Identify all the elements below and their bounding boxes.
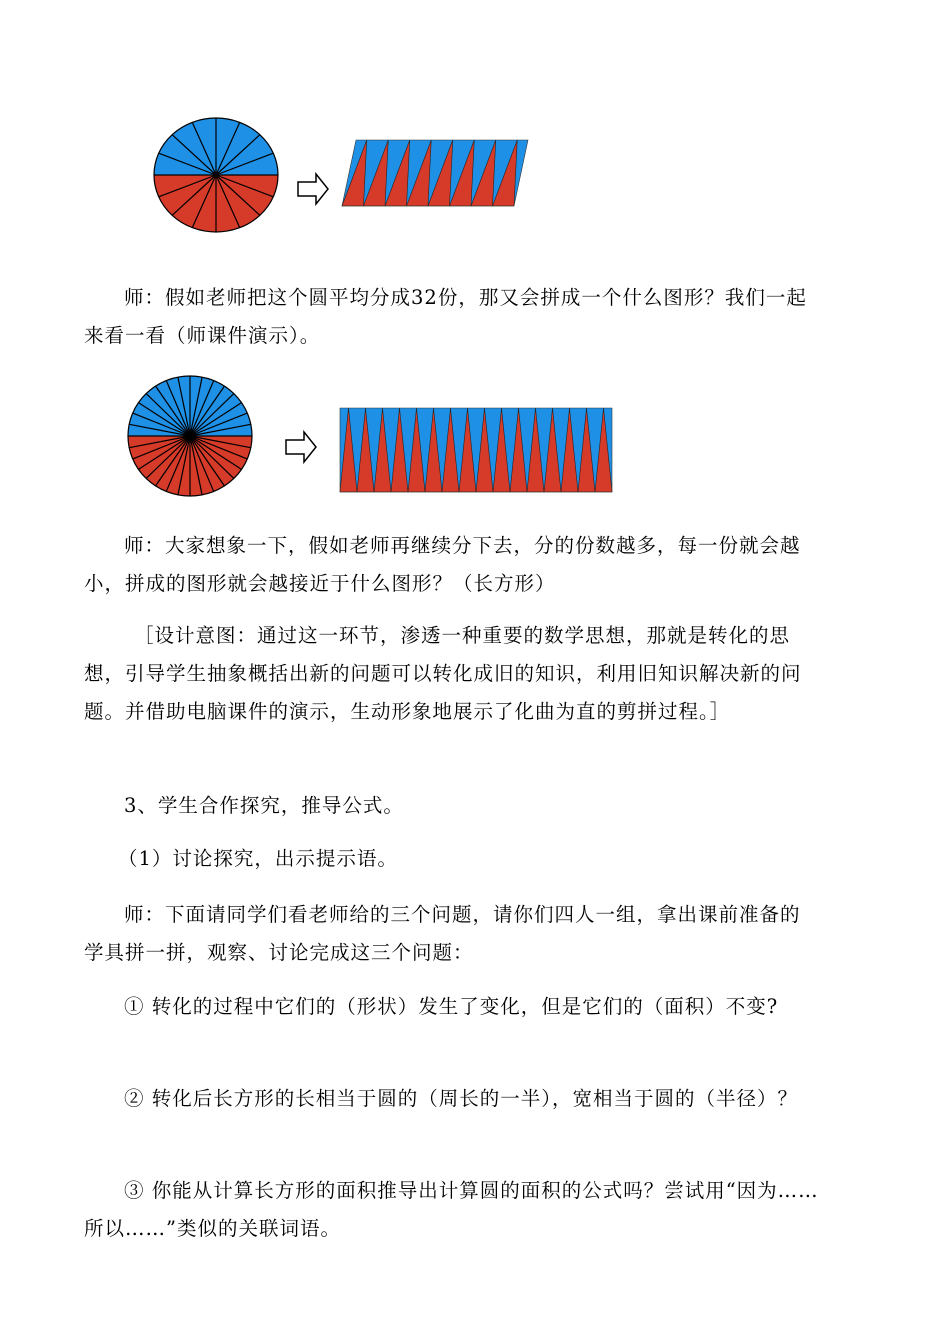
rearranged-rectangle bbox=[340, 408, 612, 492]
center-dot bbox=[187, 433, 193, 439]
circle-16-sectors bbox=[154, 118, 278, 232]
center-dot bbox=[213, 172, 219, 178]
paragraph-step-3-1: （1）讨论探究，出示提示语。 bbox=[118, 847, 398, 870]
question-3: ③ 你能从计算长方形的面积推导出计算圆的面积的公式吗？尝试用“因为……所以……”类似的关联词语。 bbox=[84, 1179, 819, 1240]
rearranged-parallelogram bbox=[342, 140, 528, 206]
right-arrow-icon bbox=[286, 432, 316, 462]
paragraph-step-3: 3、学生合作探究，推导公式。 bbox=[124, 794, 404, 817]
circle-32-sectors bbox=[128, 376, 252, 496]
figure-circle-32-parts bbox=[120, 370, 620, 500]
right-arrow-icon bbox=[298, 174, 328, 204]
paragraph-32-parts: 师：假如老师把这个圆平均分成32份，那又会拼成一个什么图形？我们一起来看一看（师课件演示）。 bbox=[84, 286, 807, 347]
question-2: ② 转化后长方形的长相当于圆的（周长的一半），宽相当于圆的（半径）？ bbox=[124, 1087, 798, 1110]
paragraph-three-questions: 师：下面请同学们看老师给的三个问题，请你们四人一组，拿出课前准备的学具拼一拼，观察、讨论完成这三个问题： bbox=[84, 903, 801, 964]
question-1: ① 转化的过程中它们的（形状）发生了变化，但是它们的（面积）不变? bbox=[124, 995, 779, 1018]
paragraph-imagine: 师：大家想象一下，假如老师再继续分下去，分的份数越多，每一份就会越小，拼成的图形就会越接近于什么图形？（长方形） bbox=[84, 534, 801, 595]
figure-circle-16-parts bbox=[140, 110, 540, 240]
paragraph-design-intent: ［设计意图：通过这一环节，渗透一种重要的数学思想，那就是转化的思想，引导学生抽象概括出新的问题可以转化成旧的知识，利用旧知识解决新的问题。并借助电脑课件的演示，生动形象地展示了化曲为直的剪拼过程。］ bbox=[84, 624, 802, 723]
